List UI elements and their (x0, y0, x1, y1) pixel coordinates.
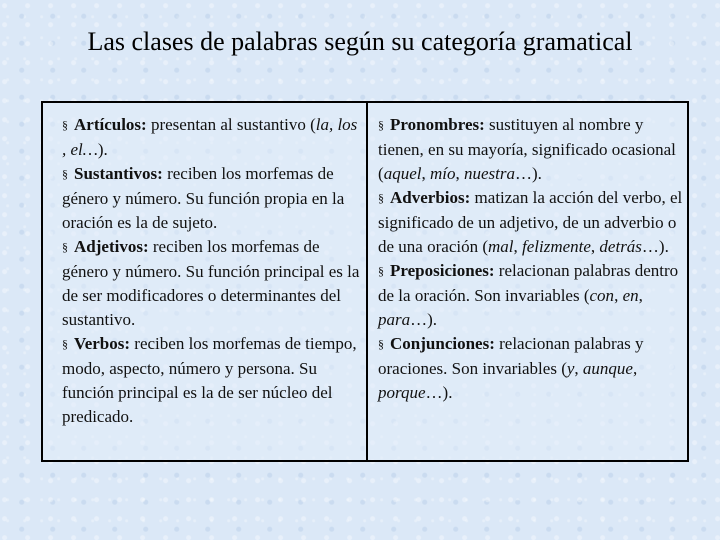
separator: , (455, 164, 464, 183)
term-label: Verbos: (74, 334, 131, 353)
term-label: Adverbios: (390, 188, 471, 207)
term-label: Conjunciones: (390, 334, 495, 353)
entry-sustantivos (62, 162, 360, 235)
example-text: nuestra (463, 164, 515, 183)
entry-adjetivos (62, 235, 360, 332)
example-text: aunque (582, 359, 633, 378)
bullet-icon: § (378, 191, 385, 205)
entry-text: matizan la acción del verbo, el significado de un adjetivo, de un adverbio o de una oración ( (378, 188, 683, 256)
entry-articulos (62, 113, 360, 162)
entry-preposiciones (378, 259, 683, 332)
example-text: felizmente (522, 237, 591, 256)
term-label: Adjetivos: (74, 237, 149, 256)
entry-text: presentan al sustantivo ( (146, 115, 316, 134)
entry-text: relacionan palabras y oraciones. Son invariables ( (378, 334, 644, 378)
example-text: mío (429, 164, 456, 183)
separator: , (421, 164, 430, 183)
entry-verbos (62, 332, 360, 429)
entry-text: ). (97, 140, 108, 159)
term-label: Pronombres: (390, 115, 485, 134)
separator: , (513, 237, 522, 256)
right-column (368, 103, 687, 460)
bullet-icon: § (62, 337, 68, 351)
entry-text: …). (641, 237, 669, 256)
bullet-icon: § (378, 337, 385, 351)
entry-text: sustituyen al nombre y tienen, en su mayoría, significado ocasional ( (378, 115, 676, 183)
bullet-icon: § (62, 167, 68, 181)
example-text: en (622, 286, 639, 305)
bullet-icon: § (62, 118, 68, 132)
entry-pronombres (378, 113, 683, 186)
bullet-icon: § (62, 240, 68, 254)
entry-conjunciones (378, 332, 683, 405)
slide-title: Las clases de palabras según su categoría gramatical (87, 27, 633, 56)
bullet-icon: § (378, 264, 385, 278)
separator: , (632, 359, 638, 378)
term-label: Sustantivos: (74, 164, 163, 183)
term-label: Artículos: (74, 115, 147, 134)
entry-text: …). (425, 383, 453, 402)
example-text: porque (378, 383, 426, 402)
term-label: Preposiciones: (390, 261, 495, 280)
content-table (41, 101, 689, 462)
entry-text: reciben los morfemas de tiempo, modo, aspecto, número y persona. Su función principal es la de ser núcleo del predicado. (62, 334, 357, 426)
example-text: y (566, 359, 575, 378)
example-text: detrás (599, 237, 642, 256)
separator: , (574, 359, 583, 378)
example-text: con (589, 286, 615, 305)
example-text: aquel (383, 164, 422, 183)
entry-text: reciben los morfemas de género y número. Su función principal es la de ser modificadores o determinantes del sustantivo. (62, 237, 360, 329)
example-text: para (378, 310, 411, 329)
entry-text: …). (410, 310, 438, 329)
entry-text: relacionan palabras dentro de la oración. Son invariables ( (378, 261, 679, 305)
left-column (43, 103, 368, 460)
separator: , (590, 237, 600, 256)
entry-text: reciben los morfemas de género y número. Su función propia en la oración es la de sujeto. (62, 164, 345, 232)
entry-text: …). (514, 164, 542, 183)
bullet-icon: § (378, 118, 385, 132)
separator: , (614, 286, 623, 305)
entry-adverbios (378, 186, 683, 259)
example-text: la, los , el… (62, 115, 358, 159)
separator: , (638, 286, 643, 305)
example-text: mal (488, 237, 514, 256)
